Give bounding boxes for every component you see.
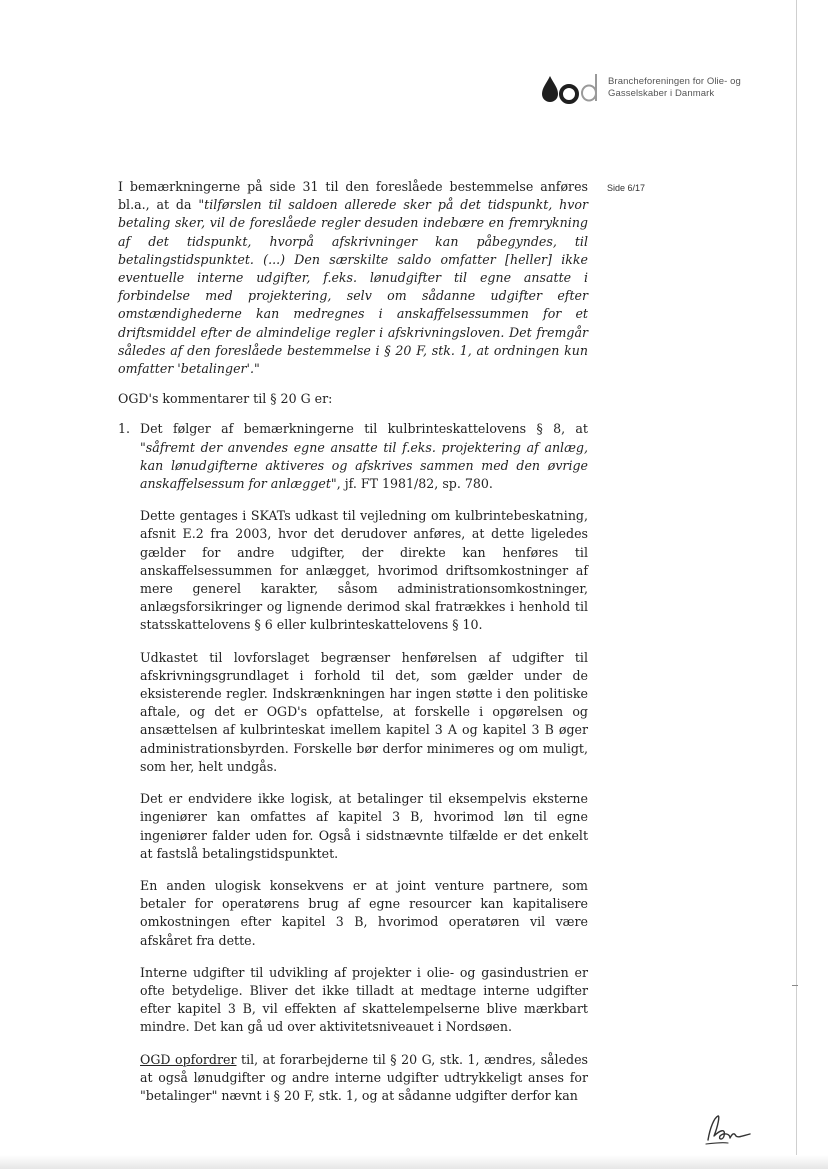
item-paragraph-4: Det er endvidere ikke logisk, at betalinger til eksempelvis eksterne ingeniører kan omfattes af kapitel 3 B, hvorimod løn til egne ingeniører falder uden for. Også i sidstnævnte tilfælde er det enkelt at fastslå betalingstidspunktet. (140, 791, 588, 861)
item-paragraph-2: Dette gentages i SKATs udkast til vejledning om kulbrintebeskatning, afsnit E.2 fra 2003, hvor det derudover anføres, at dette ligeledes gælder for andre udgifter, der direkte kan henføres til anskaffelsessummen for anlægget, hvorimod driftsomkostninger af mere generel karakter, såsom administrationsomkostninger, anlægsforsikringer og lignende derimod skal fratrækkes i henhold til statsskattelovens § 6 eller kulbrinteskattelovens § 10. (140, 508, 588, 633)
org-name (608, 76, 741, 100)
page-bottom-edge (0, 1155, 828, 1169)
org-name-line1: Brancheforeningen for Olie- og (608, 76, 741, 87)
signature-icon (700, 1110, 760, 1150)
page-number: Side 6/17 (607, 183, 646, 193)
intro-lead: I bemærkningerne på side 31 til den foreslåede bestemmelse anføres bl.a., at da (118, 179, 588, 213)
ogd-logo-icon (540, 70, 604, 104)
org-name-line2: Gasselskaber i Danmark (608, 88, 715, 99)
signature (700, 1110, 760, 1150)
item-paragraph-6: Interne udgifter til udvikling af projekter i olie- og gasindustrien er ofte betydelige. Bliver det ikke tilladt at medtage interne udgifter efter kapitel 3 B, vil effekten af skattelempelserne blive mærkbart mindre. Det kan gå ud over aktivitetsniveauet i Nordsøen. (140, 964, 588, 1035)
item-body (140, 420, 588, 1105)
comment-item-1 (118, 420, 588, 1105)
header-logo (540, 70, 760, 110)
item-paragraph-1 (140, 420, 588, 493)
comments-title: OGD's kommentarer til § 20 G er: (118, 391, 333, 407)
item-p1-lead: Det følger af bemærkningerne til kulbrinteskattelovens § 8, at (140, 421, 588, 437)
ogd-opfordrer: OGD opfordrer (140, 1051, 237, 1067)
item-paragraph-5: En anden ulogisk konsekvens er at joint venture partnere, som betaler for operatørens brug af egne resourcer kan kapitalisere omkostningen efter kapitel 3 B, hvorimod operatøren vil være afskåret fra dette. (140, 877, 588, 948)
intro-paragraph (118, 178, 588, 378)
item-p7-rest: til, at forarbejderne til § 20 G, stk. 1, ændres, således at også lønudgifter og andre interne udgifter udtrykkeligt anses for "betalinger" nævnt i § 20 F, stk. 1, og at sådanne udgifter derfor kan (140, 1051, 588, 1103)
intro-quote: "tilførslen til saldoen allerede sker på det tidspunkt, hvor betaling sker, vil de foreslåede regler desuden indebære en fremrykning af det tidspunkt, hvorpå afskrivninger kan påbegyndes, til betalingstidspunktet. (...) Den særskilte saldo omfatter [heller] ikke eventuelle interne udgifter, f.eks. lønudgifter til egne ansatte i forbindelse med projektering, selv om sådanne udgifter efter omstændighederne kan medregnes i anskaffelsessummen for et driftsmiddel efter de almindelige regler i afskrivningsloven. Det fremgår således af den foreslåede bestemmelse i § 20 F, stk. 1, at ordningen kun omfatter 'betalinger'." (118, 197, 588, 377)
item-p1-tail: , jf. FT 1981/82, sp. 780. (336, 476, 493, 492)
document-body (118, 178, 588, 1105)
item-p1-quote: "såfremt der anvendes egne ansatte til f.eks. projektering af anlæg, kan lønudgifterne aktiveres og afskrives sammen med den øvrige anskaffelsessum for anlægget" (140, 439, 588, 492)
item-paragraph-3: Udkastet til lovforslaget begrænser henførelsen af udgifter til afskrivningsgrundlaget i forhold til det, som gælder under de eksisterende regler. Indskrænkningen har ingen støtte i den politiske aftale, og det er OGD's opfattelse, at forskelle i opgørelsen og ansættelsen af kulbrinteskat imellem kapitel 3 A og kapitel 3 B øger administrationsbyrden. Forskelle bør derfor minimeres og om muligt, som her, helt undgås. (140, 649, 588, 774)
page-right-edge (796, 0, 797, 1169)
item-number: 1. (118, 421, 131, 437)
margin-mark (792, 985, 798, 986)
item-paragraph-7 (140, 1051, 588, 1106)
